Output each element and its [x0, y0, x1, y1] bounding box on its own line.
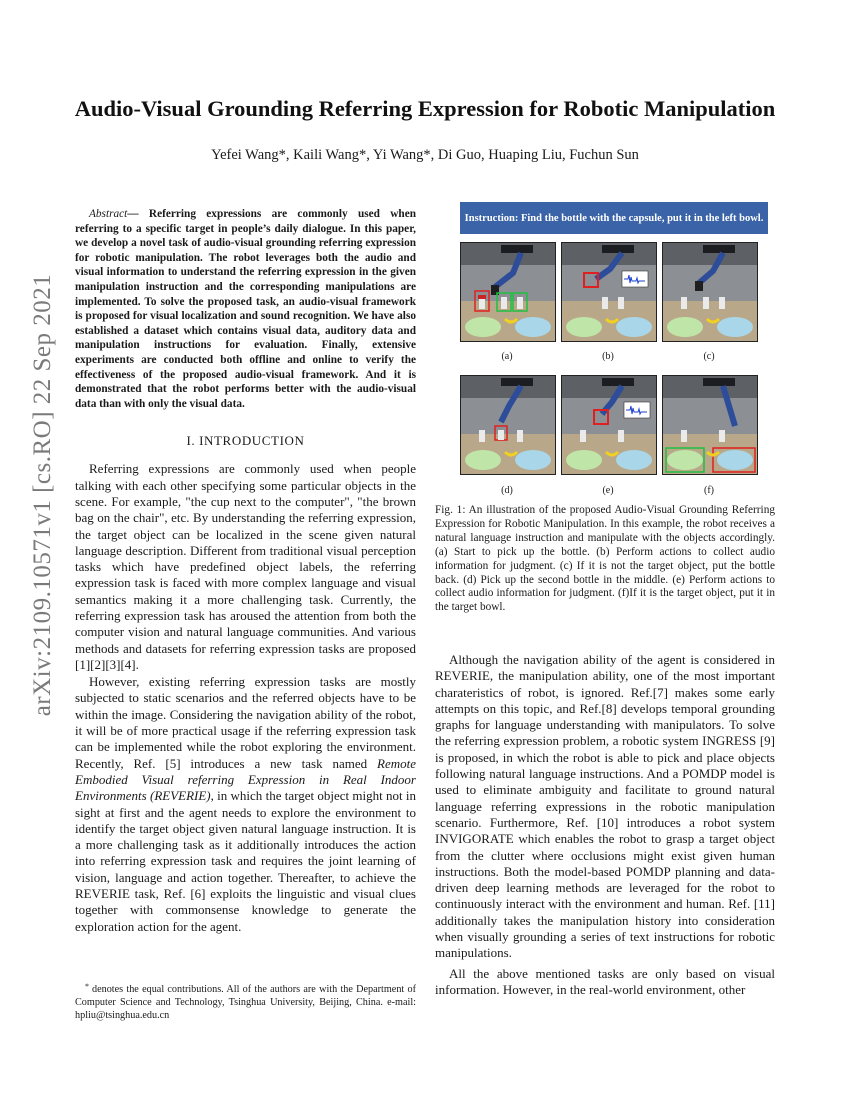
reverie-term: Remote Embodied Visual referring Expression in Real Indoor Environments (REVERIE) — [75, 755, 416, 804]
figure-caption: Fig. 1: An illustration of the proposed Audio-Visual Grounding Referring Expression for Robotic Manipulation. In this example, the robot receives a natural language instruction and manipulate with the objects accordingly. (a) Start to pick up the bottle. (b) Perform actions to collect audio information for judgment. (c) If it is not the target object, put the bottle back. (d) Pick up the second bottle in the middle. (e) Perform actions to collect audio information for judgment. (f)If it is the target object, put it in the target bowl. — [435, 504, 775, 614]
section-heading-introduction: I. INTRODUCTION — [186, 433, 305, 449]
figure-panel-b — [561, 242, 657, 342]
panel-label-b: (b) — [602, 351, 614, 362]
robot-scene-image — [562, 243, 656, 341]
panel-label-c: (c) — [703, 351, 715, 362]
instruction-banner: Instruction: Find the bottle with the capsule, put it in the left bowl. — [460, 202, 768, 234]
figure-panel-e — [561, 375, 657, 475]
panel-label-e: (e) — [602, 485, 614, 496]
arxiv-id: arXiv:2109.10571v1 [cs.RO] 22 Sep 2021 — [29, 273, 56, 717]
panel-label-d: (d) — [501, 485, 513, 496]
figure-panel-c — [662, 242, 758, 342]
intro-paragraph-4: All the above mentioned tasks are only based on visual information. However, in the real-world environment, other — [435, 965, 775, 997]
robot-scene-image — [663, 243, 757, 341]
abstract-text: — Referring expressions are commonly used when referring to a specific target in people’s daily dialogue. In this paper, we develop a novel task of audio-visual grounding referring expression for robotic manipulation. The robot leverages both the audio and visual information to understand the referring expression in the given manipulation instruction and the corresponding manipulations are implemented. To solve the proposed task, an audio-visual framework is proposed for visual localization and sound recognition. We have also established a dataset which contains visual data, auditory data and manipulation instructions for evaluation. Finally, extensive experiments are conducted both offline and online to verify the effectiveness of the proposed audio-visual framework. And it is demonstrated that the robot performs better with the audio-visual data than with only the visual data. — [75, 208, 416, 410]
intro-p2-text-a: However, existing referring expression tasks are mostly subjected to static scenarios and the referred objects have to be within the image. Considering the navigation ability of the robot, it will be of more practical usage if the referring expression task can be implemented while the robot exploring the environment. Recently, Ref. [5] introduces a new task named — [75, 674, 416, 771]
arxiv-stamp — [18, 273, 68, 717]
robot-scene-image — [461, 243, 555, 341]
intro-paragraph-3: Although the navigation ability of the agent is considered in REVERIE, the manipulation ability, one of the most important charateristics of robot, is ignored. Ref.[7] makes some early attempts on this topic, and Ref.[8] develops temporal grounding graphs for language understanding with manipulators. To solve the referring expression problem, a robotic system INGRESS [9] is proposed, in which the robot is able to pick and place objects following natural language instructions. And a POMDP model is used to eliminate ambiguity and facilitate to ground natural language referring expressions in the robotic manipulation scenario. Furthermore, Ref. [10] introduces a robot system INVIGORATE which enables the robot to grasp a target object from the clutter where occlusions might exist given human instructions. Both the model-based POMDP planning and data-driven deep learning methods are leveraged for the robot to continuously interact with the environment and human. Ref. [11] additionally takes the manipulation history into consideration when visually grounding a series of text instructions for robotic manipulations. — [435, 652, 775, 961]
abstract — [75, 207, 416, 411]
author-list: Yefei Wang*, Kaili Wang*, Yi Wang*, Di Guo, Huaping Liu, Fuchun Sun — [211, 147, 639, 163]
panel-label-a: (a) — [501, 351, 513, 362]
figure-panel-f — [662, 375, 758, 475]
figure-panel-d — [460, 375, 556, 475]
intro-paragraph-1: Referring expressions are commonly used when people talking with each other specifying some particular objects in the scene. For example, "the cup next to the computer", "the brown bag on the chair", etc. By understanding the referring expression, the target object can be localized in the scene given natural language description. Different from traditional visual perception tasks which have predefined object labels, the referring expression task is faced with more complex language and visual semantics making it a more challenging task. Currently, the referring expression task has aroused the attention from both the computer vision and natural language communities. And various methods and datasets for referring expression tasks are proposed [1][2][3][4]. — [75, 461, 416, 672]
left-column — [75, 207, 416, 936]
right-column — [435, 652, 775, 999]
intro-p2-text-b: , in which the target object might not in sight at first and the agent needs to explore the environment to identify the target object given natural language instruction. It is a more challenging task as it additionally introduces the action into referring expression task and requires the joint learning of vision, language and action together. Thereafter, to achieve the REVERIE task, Ref. [6] exploits the linguistic and visual clues together with commonsense knowledge to generate the exploration action for the agent. — [75, 788, 416, 934]
figure-panel-a — [460, 242, 556, 342]
footnote — [75, 981, 416, 1022]
panel-label-f: (f) — [704, 485, 714, 496]
paper-title: Audio-Visual Grounding Referring Expression for Robotic Manipulation — [74, 96, 776, 121]
robot-scene-image — [461, 376, 555, 474]
footnote-text: denotes the equal contributions. All of the authors are with the Department of Computer Science and Technology, Tsinghua University, Beijing, China. e-mail: hpliu@tsinghua.edu.cn — [75, 984, 416, 1021]
footnote-mark: * — [85, 982, 89, 991]
robot-scene-image — [663, 376, 757, 474]
intro-paragraph-2 — [75, 674, 416, 935]
robot-scene-image — [562, 376, 656, 474]
abstract-label: Abstract — [89, 208, 128, 220]
